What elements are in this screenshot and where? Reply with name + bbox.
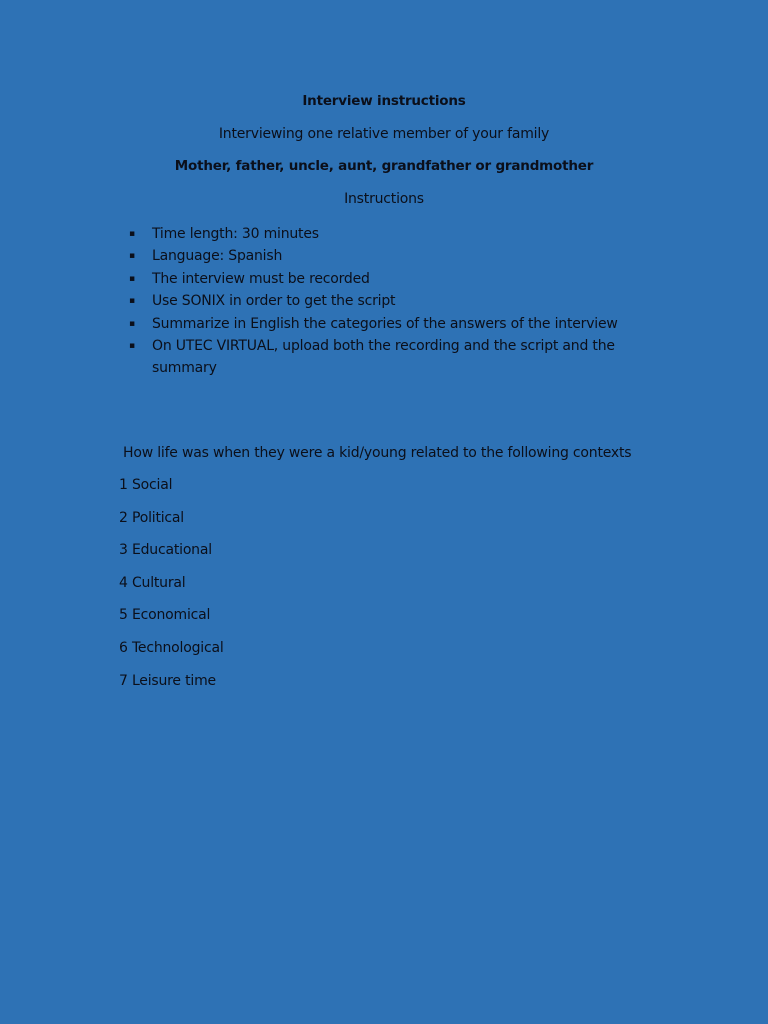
instruction-item [126,223,626,245]
instruction-text: The interview must be recorded [152,270,370,287]
instruction-item [126,268,626,290]
bullet-icon: ▪ [129,229,135,239]
instruction-item [126,245,626,267]
context-item: 3 Educational [119,542,212,559]
context-item: 1 Social [119,477,173,493]
bullet-icon: ▪ [129,341,135,352]
instruction-text: Summarize in English the categories of the answers of the interview [152,315,618,332]
instruction-item [126,335,626,380]
document-title: Interview instructions [302,93,466,109]
context-item: 6 Technological [119,639,224,656]
relatives-line: Mother, father, uncle, aunt, grandfather or grandmother [174,158,594,174]
bullet-icon: ▪ [129,251,135,262]
context-item: 7 Leisure time [119,672,216,689]
context-item: 2 Political [119,509,184,526]
bullet-icon: ▪ [129,318,135,329]
instruction-text: On UTEC VIRTUAL, upload both the recording and the script and the summary [152,338,615,377]
instruction-text: Time length: 30 minutes [152,226,319,242]
instructions-heading: Instructions [344,191,424,207]
instruction-item [126,290,626,312]
context-item: 4 Cultural [119,574,186,591]
instruction-text: Language: Spanish [152,248,283,265]
instruction-text: Use SONIX in order to get the script [152,293,396,310]
contexts-list [119,477,224,705]
bullet-icon: ▪ [129,296,135,307]
instructions-list [126,223,626,380]
context-item: 5 Economical [119,607,211,624]
instruction-item [126,313,626,335]
bullet-icon: ▪ [129,273,135,284]
document-subtitle: Interviewing one relative member of your family [218,126,550,142]
contexts-intro: How life was when they were a kid/young related to the following contexts [123,445,632,461]
